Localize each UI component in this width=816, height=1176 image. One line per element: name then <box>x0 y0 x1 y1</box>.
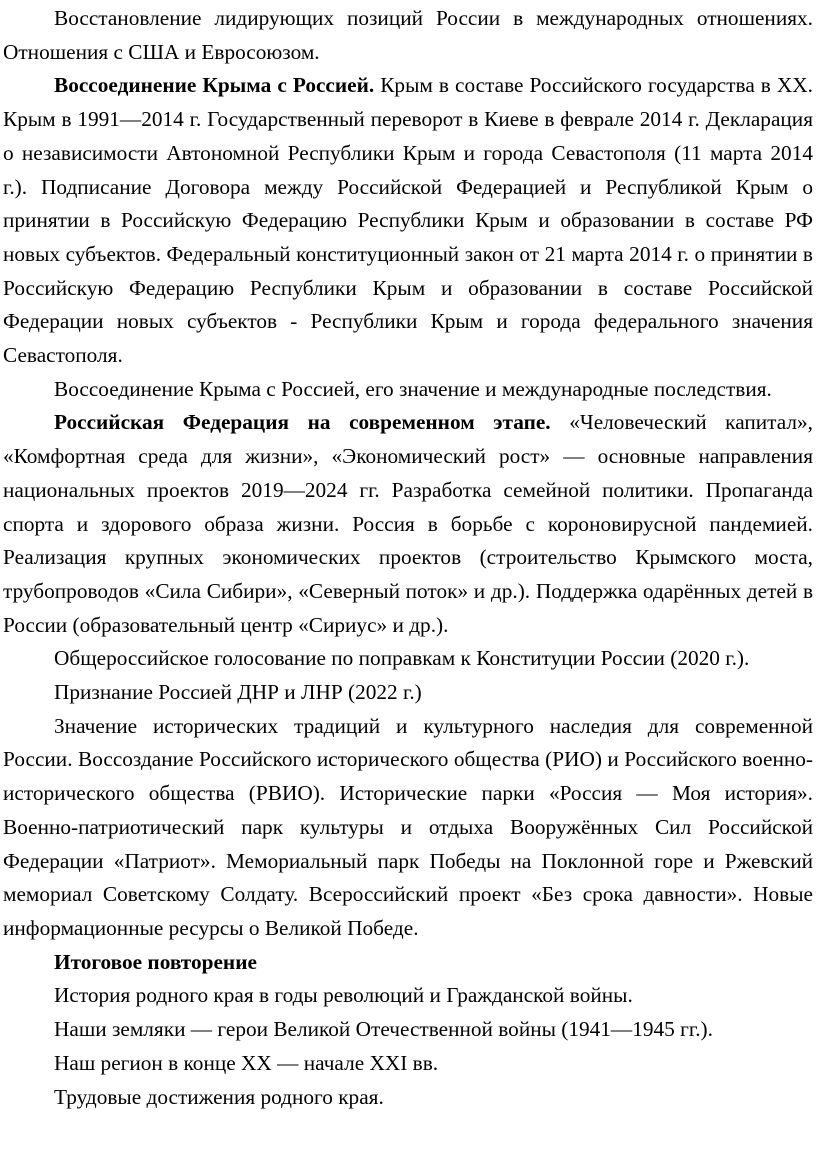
paragraph-crimea-reunification <box>3 69 813 372</box>
final-review-item: История родного края в годы революций и Гражданской войны. <box>54 983 633 1008</box>
paragraph-text: Значение исторических традиций и культурного наследия для современной России. Воссоздание Российского исторического общества (РИО) и Российского военно-исторического общества (РВИО). Исторические парки «Россия — Моя история». Военно-патриотический парк культуры и отдыха Вооружённых Сил Российской Федерации «Патриот». Мемориальный парк Победы на Поклонной горе и Ржевский мемориал Советскому Солдату. Всероссийский проект «Без срока давности». Новые информационные ресурсы о Великой Победе. <box>3 713 813 940</box>
final-review-item: Наши земляки — герои Великой Отечественной войны (1941—1945 гг.). <box>54 1017 713 1042</box>
paragraph-text: Крым в составе Российского государства в XX. Крым в 1991—2014 г. Государственный переворот в Киеве в феврале 2014 г. Декларация о независимости Автономной Республики Крым и города Севастополя (11 марта 2014 г.). Подписание Договора между Российской Федерацией и Республикой Крым о принятии в Российскую Федерацию Республики Крым и образовании в составе РФ новых субъектов. Федеральный конституционный закон от 21 марта 2014 г. о принятии в Российскую Федерацию Республики Крым и образовании в составе Российской Федерации новых субъектов - Республики Крым и города федерального значения Севастополя. <box>3 73 813 368</box>
paragraph-dnr-lnr-recognition <box>3 676 813 710</box>
paragraph-constitution-vote <box>3 642 813 676</box>
paragraph-text: «Человеческий капитал», «Комфортная среда для жизни», «Экономический рост» — основные направления национальных проектов 2019—2024 гг. Разработка семейной политики. Пропаганда спорта и здорового образа жизни. Россия в борьбе с короновирусной пандемией. Реализация крупных экономических проектов (строительство Крымского моста, трубопроводов «Сила Сибири», «Северный поток» и др.). Поддержка одарённых детей в России (образовательный центр «Сириус» и др.). <box>3 410 813 637</box>
paragraph-heading: Российская Федерация на современном этапе. <box>54 410 551 435</box>
paragraph-modern-stage <box>3 406 813 642</box>
paragraph-text: Признание Россией ДНР и ЛНР (2022 г.) <box>54 680 422 705</box>
paragraph-heading: Воссоединение Крыма с Россией. <box>54 73 375 98</box>
paragraph-text: Общероссийское голосование по поправкам к Конституции России (2020 г.). <box>54 646 750 671</box>
paragraph-crimea-significance <box>3 373 813 407</box>
final-review-item: Наш регион в конце XX — начале XXI вв. <box>54 1050 439 1075</box>
document-body <box>3 2 813 1114</box>
paragraph-text: Воссоединение Крыма с Россией, его значение и международные последствия. <box>54 376 772 401</box>
paragraph-text: Восстановление лидирующих позиций России в международных отношениях. Отношения с США и Евросоюзом. <box>3 6 813 64</box>
paragraph-restoring-positions <box>3 2 813 69</box>
final-review-item: Трудовые достижения родного края. <box>54 1084 384 1109</box>
final-review-heading: Итоговое повторение <box>54 949 257 974</box>
paragraph-historical-traditions <box>3 710 813 946</box>
